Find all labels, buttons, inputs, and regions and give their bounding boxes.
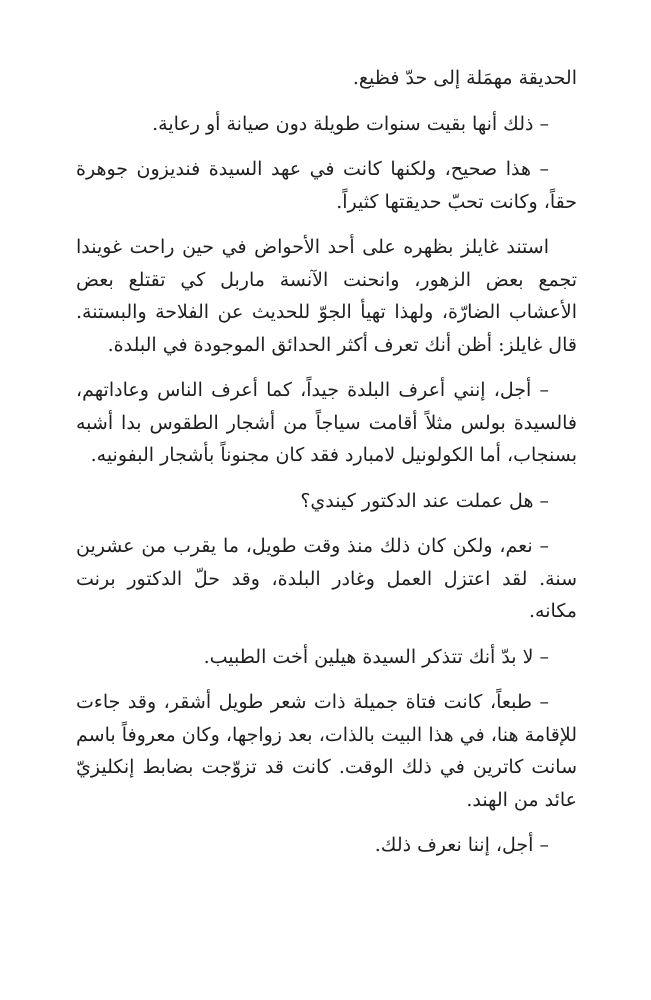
- paragraph-6: – هل عملت عند الدكتور كيندي؟: [300, 489, 549, 512]
- paragraph-8: – لا بدّ أنك تتذكر السيدة هيلين أخت الطبيب.: [203, 645, 549, 668]
- paragraph-4: استند غايلز بظهره على أحد الأحواض في حين راحت غويندا تجمع بعض الزهور، وانحنت الآنسة ماربل كي تقتلع بعض الأعشاب الضارّة، ولهذا تهيأ الجوّ للحديث عن الفلاحة والبستنة. قال غايلز: أظن أنك تعرف أكثر الحدائق الموجودة في البلدة.: [76, 236, 577, 356]
- paragraph-1: الحديقة مهمَلة إلى حدّ فظيع.: [352, 67, 577, 89]
- paragraph-3: – هذا صحيح، ولكنها كانت في عهد السيدة فنديزون جوهرة حقاً، وكانت تحبّ حديقتها كثيراً.: [76, 158, 577, 213]
- paragraph-2: – ذلك أنها بقيت سنوات طويلة دون صيانة أو رعاية.: [152, 112, 549, 135]
- paragraph-10: – أجل، إننا نعرف ذلك.: [374, 834, 549, 856]
- paragraph-5: – أجل، إنني أعرف البلدة جيداً، كما أعرف الناس وعاداتهم، فالسيدة بولس مثلاً أقامت سياجاً من أشجار الطقوس بدا أشبه بسنجاب، أما الكولونيل لامبارد فقد كان مجنوناً بأشجار البفونيه.: [76, 379, 577, 466]
- paragraph-7: – نعم، ولكن كان ذلك منذ وقت طويل، ما يقرب من عشرين سنة. لقد اعتزل العمل وغادر البلدة، وقد حلّ الدكتور برنت مكانه.: [76, 535, 577, 622]
- paragraph-9: – طبعاً، كانت فتاة جميلة ذات شعر طويل أشقر، وقد جاءت للإقامة هنا، في هذا البيت بالذات، بعد زواجها، وكان معروفاً باسم سانت كاترين في ذلك الوقت. كانت قد تزوّجت بضابط إنكليزيّ عائد من الهند.: [76, 691, 577, 811]
